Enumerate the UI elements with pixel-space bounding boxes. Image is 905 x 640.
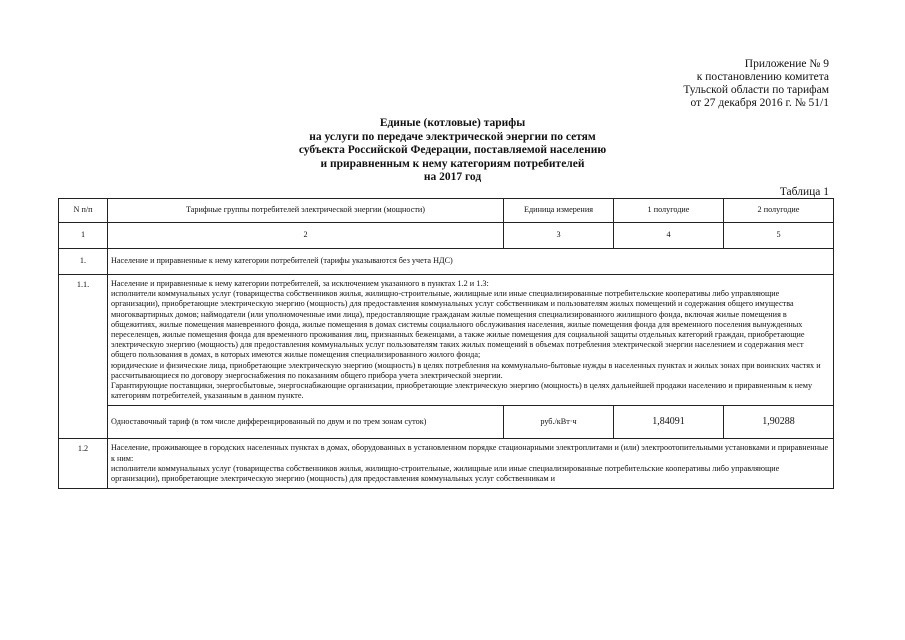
header-half-2: 2 полугодие: [724, 199, 834, 223]
description-line: исполнители коммунальных услуг (товарищества собственников жилья, жилищно-строительные, жилищные или иные специализированные потребительские кооперативы либо управляющие организации), приобретающие электрическую энергию (мощность) для предоставления коммунальных услуг собственникам и пользователям жилых помещений и содержания общего имущества многоквартирных домов; наймодатели (или уполномоченные ими лица), предоставляющие гражданам жилые помещения специализированного жилищного фонда, включая жилые помещения в общежитиях, жилые помещения маневренного фонда, жилые помещения в домах системы социального обслуживания населения, жилые помещения фонда для временного поселения вынужденных переселенцев, жилые помещения фонда для временного проживания лиц, признанных беженцами, а также жилые помещения для социальной защиты отдельных категорий граждан, приобретающие электрическую энергию (мощность) для предоставления коммунальных услуг пользователям таких жилых помещений в объемах потребления электрической энергии населением и содержания мест общего пользования в домах, в которых имеются жилые помещения специализированного жилого фонда;: [111, 289, 805, 360]
document-title: [0, 117, 905, 185]
column-number: 2: [108, 223, 504, 249]
tariff-value-half-2: 1,90288: [724, 406, 834, 439]
title-line-2: на услуги по передаче электрической энергии по сетям: [309, 130, 596, 143]
title-line-4: и приравненным к нему категориям потребителей: [320, 157, 585, 170]
appendix-date: от 27 декабря 2016 г. № 51/1: [690, 97, 829, 109]
title-line-5: на 2017 год: [423, 171, 482, 183]
tariff-unit: руб./кВт·ч: [504, 406, 614, 439]
header-groups: Тарифные группы потребителей электрической энергии (мощности): [108, 199, 504, 223]
title-line-3: субъекта Российской Федерации, поставляемой населению: [298, 144, 607, 156]
tariff-table: [58, 198, 834, 489]
appendix-resolution: к постановлению комитета: [696, 71, 829, 83]
header-half-1: 1 полугодие: [614, 199, 724, 223]
table-header-row: [59, 199, 834, 223]
row-description: [108, 439, 834, 489]
description-line: Население и приравненные к нему категории потребителей, за исключением указанного в пунктах 1.2 и 1.3:: [111, 279, 489, 288]
appendix-reference: [589, 58, 829, 110]
row-number: 1.: [59, 249, 108, 275]
tariff-value-half-1: 1,84091: [614, 406, 724, 439]
table-row: [59, 275, 834, 406]
appendix-number: Приложение № 9: [744, 58, 829, 70]
column-number: 3: [504, 223, 614, 249]
description-line: юридические и физические лица, приобретающие электрическую энергию (мощность) в целях потребления на коммунально-бытовые нужды в населенных пунктах и жилых зонах при воинских частях и рассчитывающиеся по договору энергоснабжения по показаниям общего прибора учета электрической энергии.: [111, 360, 821, 380]
tariff-row: [59, 406, 834, 439]
header-num: N п/п: [59, 199, 108, 223]
row-text: Население и приравненные к нему категории потребителей (тарифы указываются без учета НДС): [108, 249, 834, 275]
appendix-committee: Тульской области по тарифам: [683, 84, 829, 96]
table-label: Таблица 1: [779, 186, 829, 198]
tariff-label: Одноставочный тариф (в том числе дифференцированный по двум и по трем зонам суток): [108, 406, 504, 439]
title-line-1: Единые (котловые) тарифы: [379, 117, 526, 129]
row-number: 1.2: [59, 439, 108, 489]
column-number: 1: [59, 223, 108, 249]
header-unit: Единица измерения: [504, 199, 614, 223]
description-line: Гарантирующие поставщики, энергосбытовые, энергоснабжающие организации, приобретающие электрическую энергию (мощность) в целях дальнейшей продажи населению и приравненным к нему категориям потребителей, указанным в данном пункте.: [111, 381, 813, 401]
description-line: исполнители коммунальных услуг (товарищества собственников жилья, жилищно-строительные, жилищные или иные специализированные потребительские кооперативы либо управляющие организации), приобретающие электрическую энергию (мощность) для предоставления коммунальных услуг собственникам и: [111, 463, 780, 484]
row-description: [108, 275, 834, 406]
column-number-row: [59, 223, 834, 249]
column-number: 5: [724, 223, 834, 249]
table-row: [59, 249, 834, 275]
column-number: 4: [614, 223, 724, 249]
table-row: [59, 439, 834, 489]
description-line: Население, проживающее в городских населенных пунктах в домах, оборудованных в установленном порядке стационарными электроплитами и (или) электроотопительными установками и приравненные к ним:: [111, 443, 829, 463]
row-number: 1.1.: [59, 275, 108, 439]
